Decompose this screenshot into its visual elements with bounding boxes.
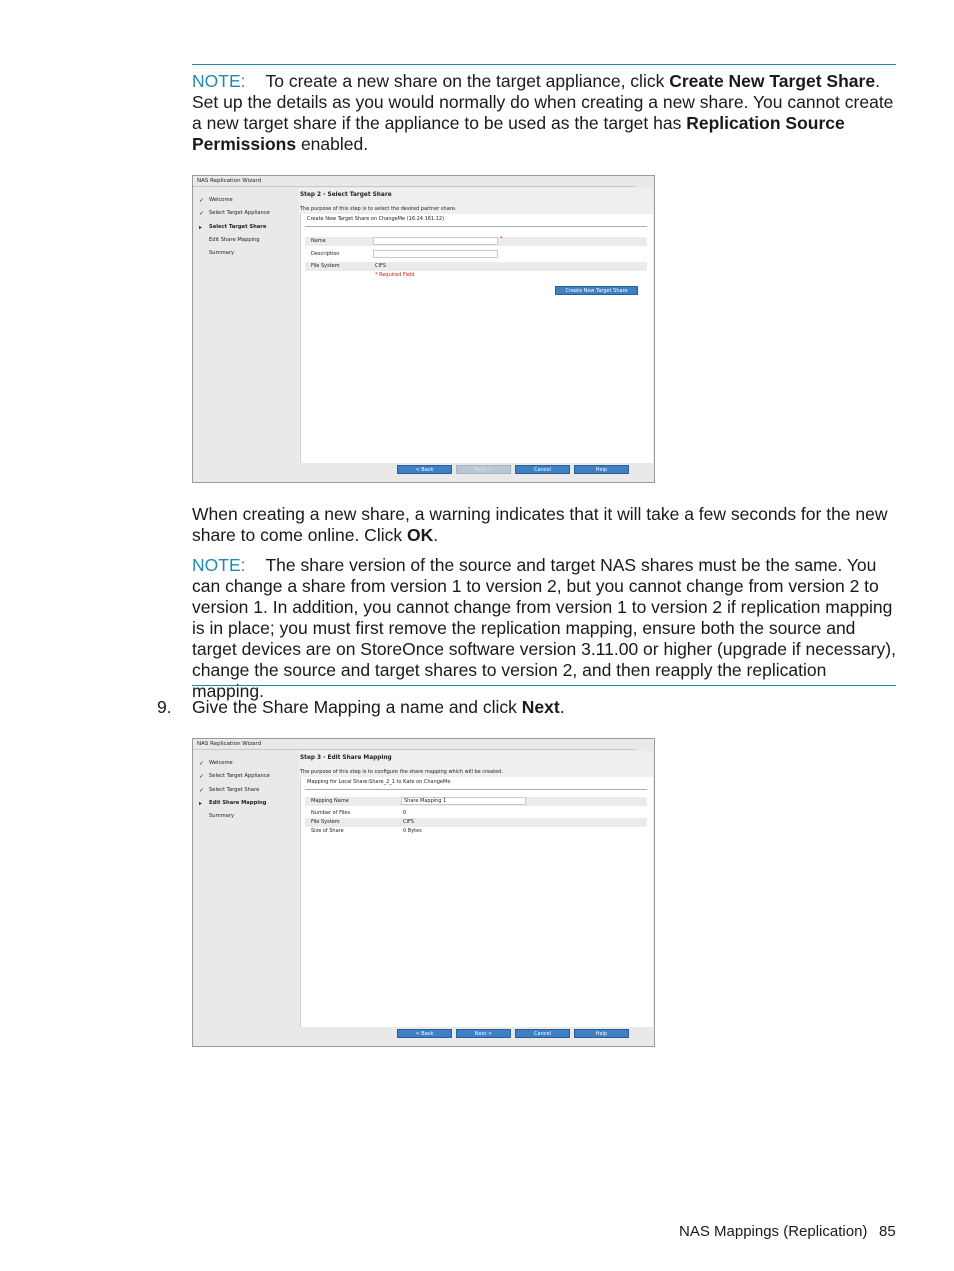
bold-ok: OK	[406, 525, 434, 545]
step-number: 9.	[157, 697, 172, 717]
field-label: File System	[311, 819, 340, 825]
form-panel	[300, 214, 653, 463]
note-top-rule	[192, 64, 896, 65]
step-title: Step 2 - Select Target Share	[300, 192, 392, 198]
nav-item-summary[interactable]	[197, 810, 297, 823]
paragraph-text: When creating a new share, a warning indicates that it will take a few seconds for the new share to come online. Click	[192, 504, 888, 545]
cancel-button[interactable]: Cancel	[515, 1029, 570, 1038]
nav-item-edit-share-mapping[interactable]	[197, 234, 297, 247]
field-label: Size of Share	[311, 828, 344, 834]
wizard-main	[299, 188, 653, 463]
nav-item-select-target-appliance[interactable]	[197, 770, 297, 783]
nav-label: Select Target Share	[209, 786, 260, 793]
note-text: enabled.	[296, 134, 369, 154]
panel-heading: Mapping for Local Share:Share_2_1 to Kate on ChangeMe	[307, 779, 451, 785]
field-row-file-system	[305, 262, 647, 271]
next-button[interactable]: Next >	[456, 1029, 511, 1038]
nav-label: Select Target Share	[209, 223, 267, 230]
nav-item-welcome[interactable]	[197, 194, 297, 207]
nav-label: Summary	[209, 250, 235, 257]
nav-label: Welcome	[209, 197, 233, 203]
window-title: NAS Replication Wizard	[197, 178, 262, 184]
field-label: Name	[311, 238, 326, 244]
note-label: NOTE:	[192, 71, 246, 91]
note-share-version	[192, 555, 898, 702]
note-bold-permissions: Replication Source Permissions	[192, 113, 845, 154]
field-row-mapping-name	[305, 797, 647, 806]
bold-next: Next	[521, 697, 560, 717]
form-panel	[300, 777, 653, 1027]
step-description: The purpose of this step is to configure the share mapping which will be created.	[300, 769, 503, 775]
arrow-right-icon: ▸	[199, 799, 203, 807]
title-divider	[193, 186, 635, 187]
title-divider	[193, 749, 635, 750]
cancel-button[interactable]: Cancel	[515, 465, 570, 474]
field-row-size-of-share	[305, 827, 647, 836]
field-label: Description	[311, 251, 340, 257]
nav-item-select-target-share[interactable]	[197, 221, 297, 234]
required-marker: *	[500, 236, 503, 242]
screenshot-edit-share-mapping	[192, 738, 655, 1047]
help-button[interactable]: Help	[574, 1029, 629, 1038]
nav-label: Edit Share Mapping	[209, 799, 267, 806]
page-number: 85	[879, 1223, 896, 1240]
nav-item-welcome[interactable]	[197, 757, 297, 770]
nav-item-summary[interactable]	[197, 247, 297, 260]
nav-item-select-target-share[interactable]	[197, 784, 297, 797]
field-row-file-system	[305, 818, 647, 827]
check-icon: ✓	[199, 760, 205, 767]
mapping-name-input[interactable]: Share Mapping 1	[401, 797, 526, 805]
nav-label: Summary	[209, 813, 235, 820]
check-icon: ✓	[199, 197, 205, 204]
step-description: The purpose of this step is to select the desired partner share.	[300, 206, 457, 212]
footer-section-title: NAS Mappings (Replication)	[679, 1223, 868, 1240]
wizard-nav	[197, 194, 297, 260]
note-text: . Set up the details as you would normally do when creating a new share. You cannot create a new target share if the appliance to be used as the target has	[192, 71, 894, 133]
back-button[interactable]: < Back	[397, 465, 452, 474]
number-of-files-value: 0	[403, 810, 407, 816]
wizard-main	[299, 751, 653, 1027]
create-new-target-share-button[interactable]: Create New Target Share	[555, 286, 638, 295]
step-title: Step 3 - Edit Share Mapping	[300, 755, 392, 761]
step-text: .	[559, 697, 565, 717]
panel-heading: Create New Target Share on ChangeMe (16.24.161.12)	[307, 216, 445, 222]
field-row-description	[305, 250, 647, 259]
file-system-value: CIFS	[375, 263, 386, 269]
panel-divider	[305, 226, 647, 227]
wizard-nav	[197, 757, 297, 823]
nav-item-select-target-appliance[interactable]	[197, 207, 297, 220]
paragraph-text: .	[433, 525, 439, 545]
check-icon: ✓	[199, 786, 205, 794]
nav-item-edit-share-mapping[interactable]	[197, 797, 297, 810]
check-icon: ✓	[199, 773, 205, 781]
note-label: NOTE:	[192, 555, 246, 575]
note-bottom-rule	[192, 685, 896, 686]
note-create-target-share	[192, 71, 898, 155]
field-row-name	[305, 237, 647, 246]
note-text: The share version of the source and target NAS shares must be the same. You can change a share from version 1 to version 2, but you cannot change from version 2 to version 1. In addition, you cannot change from version 1 to version 2 if replication mapping is in place; you must first remove the replication mapping, ensure both the source and target devices are on StoreOnce software version 3.11.00 or higher (upgrade if necessary), change the source and target shares to version 2, and then reapply the replication mapping.	[192, 555, 896, 701]
nav-label: Edit Share Mapping	[209, 236, 260, 243]
field-label: Number of Files	[311, 810, 351, 816]
note-text: To create a new share on the target appliance, click	[265, 71, 670, 91]
file-system-value: CIFS	[403, 819, 414, 825]
field-row-number-of-files	[305, 809, 647, 818]
check-icon: ✓	[199, 210, 205, 218]
panel-divider	[305, 789, 647, 790]
nav-label: Select Target Appliance	[209, 210, 270, 217]
description-input[interactable]	[373, 250, 498, 258]
required-note-row	[305, 271, 647, 280]
next-button[interactable]: Next >	[456, 465, 511, 474]
nav-label: Select Target Appliance	[209, 773, 270, 780]
field-label: Mapping Name	[311, 798, 349, 804]
help-button[interactable]: Help	[574, 465, 629, 474]
note-bold-create: Create New Target Share	[669, 71, 876, 91]
size-of-share-value: 0 Bytes	[403, 828, 422, 834]
step-9-text	[192, 697, 898, 718]
window-title: NAS Replication Wizard	[197, 741, 262, 747]
warning-paragraph	[192, 504, 898, 546]
step-text: Give the Share Mapping a name and click	[192, 697, 522, 717]
name-input[interactable]	[373, 237, 498, 245]
nav-label: Welcome	[209, 760, 233, 766]
arrow-right-icon: ▸	[199, 223, 203, 231]
back-button[interactable]: < Back	[397, 1029, 452, 1038]
screenshot-select-target-share	[192, 175, 655, 483]
field-label: File System	[311, 263, 340, 269]
required-note: * Required Field	[375, 272, 415, 278]
